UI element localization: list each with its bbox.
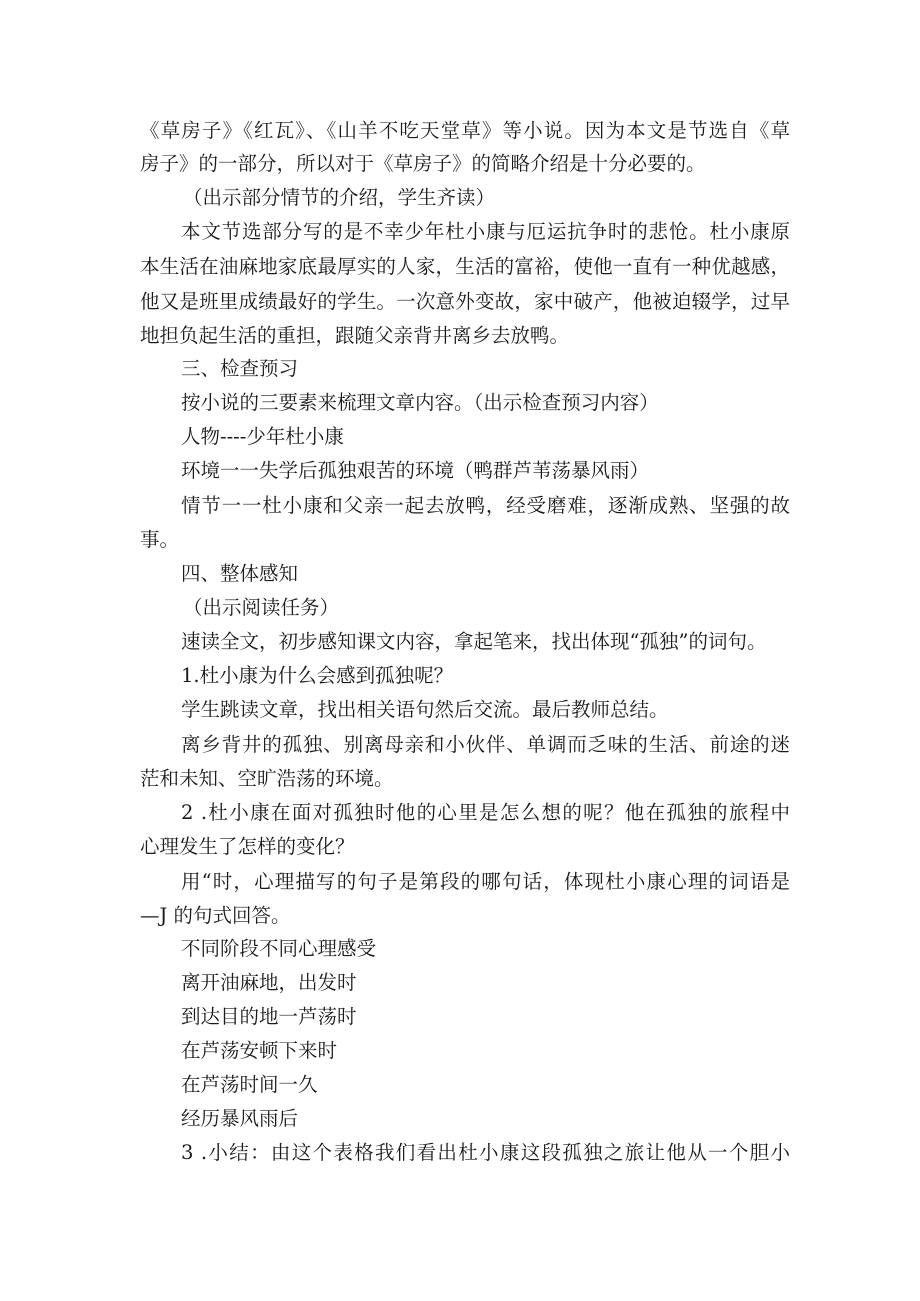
paragraph-line: （出示部分情节的介绍，学生齐读）	[183, 186, 496, 209]
paragraph-line: 事。	[140, 528, 180, 551]
stage-item: 到达目的地一芦荡时	[181, 1005, 357, 1028]
paragraph-line: —J 的句式回答。	[140, 904, 291, 927]
stage-item: 离开油麻地，出发时	[181, 971, 357, 994]
paragraph-line: 本生活在油麻地家底最厚实的人家，生活的富裕，使他一直有一种优越感，	[140, 255, 790, 278]
paragraph-line: 速读全文，初步感知课文内容，拿起笔来，找出体现“孤独”的词句。	[181, 630, 767, 653]
paragraph-line: 人物----少年杜小康	[181, 425, 344, 448]
stage-item: 经历暴风雨后	[181, 1107, 299, 1130]
paragraph-line: 本文节选部分写的是不幸少年杜小康与厄运抗争时的悲怆。杜小康原	[181, 220, 790, 243]
question-line: 心理发生了怎样的变化？	[140, 835, 355, 858]
stage-item: 在芦荡时间一久	[181, 1073, 318, 1096]
stage-item: 在芦荡安顿下来时	[181, 1039, 338, 1062]
paragraph-line: 离乡背井的孤独、别离母亲和小伙伴、单调而乏味的生活、前途的迷	[181, 733, 790, 756]
paragraph-line: 学生跳读文章，找出相关语句然后交流。最后教师总结。	[181, 698, 669, 721]
paragraph-line: 按小说的三要素来梳理文章内容。（出示检查预习内容）	[181, 391, 659, 414]
paragraph-line: 用“时，心理描写的句子是第段的哪句话，体现杜小康心理的词语是	[181, 870, 790, 893]
paragraph-line: 茫和未知、空旷浩荡的环境。	[140, 767, 394, 790]
paragraph-line: 情节一一杜小康和父亲一起去放鸭，经受磨难，逐渐成熟、坚强的故	[181, 494, 790, 517]
paragraph-line: 他又是班里成绩最好的学生。一次意外变故，家中破产，他被迫辍学，过早	[140, 290, 790, 313]
paragraph-line: 地担负起生活的重担，跟随父亲背井离乡去放鸭。	[140, 324, 570, 347]
question-line: 1.杜小康为什么会感到孤独呢？	[181, 664, 454, 687]
stage-item: 不同阶段不同心理感受	[181, 937, 377, 960]
section-heading: 四、整体感知	[181, 562, 299, 585]
paragraph-line: 《草房子》《红瓦》、《山羊不吃天堂草》等小说。因为本文是节选自《草	[140, 119, 790, 142]
question-line: 2 .杜小康在面对孤独时他的心里是怎么想的呢？他在孤独的旅程中	[181, 801, 790, 824]
summary-line: 3 .小结：由这个表格我们看出杜小康这段孤独之旅让他从一个胆小	[181, 1141, 790, 1164]
paragraph-line: 房子》的一部分，所以对于《草房子》的简略介绍是十分必要的。	[140, 152, 706, 175]
paragraph-line: （出示阅读任务）	[183, 596, 340, 619]
paragraph-line: 环境一一失学后孤独艰苦的环境（鸭群芦苇荡暴风雨）	[181, 459, 650, 482]
section-heading: 三、检查预习	[181, 357, 299, 380]
